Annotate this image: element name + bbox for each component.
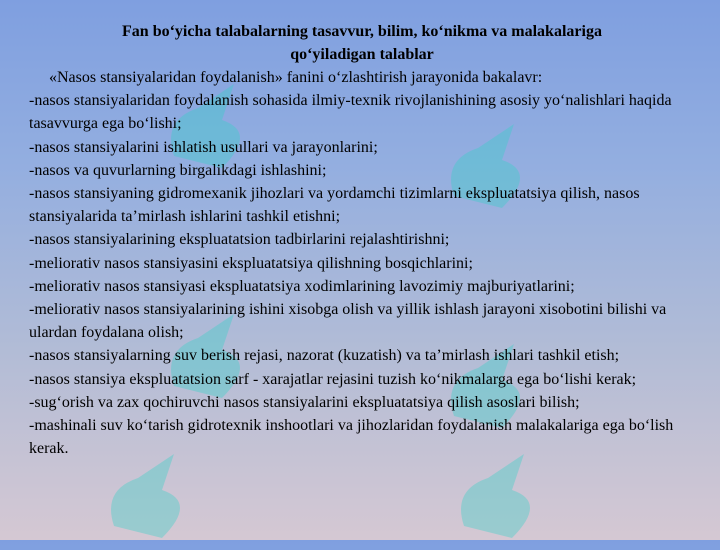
title-line-2: qo‘yiladigan talablar — [290, 46, 434, 63]
intro-text: «Nasos stansiyalaridan foydalanish» fanini o‘zlashtirish jarayonida bakalavr: — [49, 69, 543, 86]
list-item: -nasos stansiyalarning suv berish rejasi, nazorat (kuzatish) va ta’mirlash ishlari tashkil etish; — [29, 347, 620, 365]
page-title — [29, 20, 695, 66]
slide-content — [29, 20, 695, 460]
list-item: -nasos stansiyalarining ekspluatatsion tadbirlarini rejalashtirishni; — [29, 231, 450, 249]
list-item: -nasos stansiya ekspluatatsion sarf - xarajatlar rejasini tuzish ko‘nikmalarga ega bo‘lishi kerak; — [29, 370, 637, 388]
list-item: -meliorativ nasos stansiyasi ekspluatatsiya xodimlarining lavozimiy majburiyatlarini; — [29, 277, 575, 295]
requirements-list — [29, 89, 695, 460]
list-item: -meliorativ nasos stansiyalarining ishini xisobga olish va yillik ishlash jarayoni xisobotini bilishi va ulardan foydalana olish; — [29, 301, 667, 342]
list-item: -meliorativ nasos stansiyasini ekspluatatsiya qilishning bosqichlarini; — [29, 254, 473, 272]
list-item: -nasos va quvurlarning birgalikdagi ishlashini; — [29, 161, 327, 179]
list-item: -sug‘orish va zax qochiruvchi nasos stansiyalarini ekspluatatsiya qilish asoslari bilish; — [29, 393, 580, 411]
list-item: -nasos stansiyalaridan foydalanish sohasida ilmiy-texnik rivojlanishining asosiy yo‘nalishlari haqida tasavvurga ega bo‘lishi; — [29, 92, 672, 133]
list-item: -nasos stansiyalarini ishlatish usullari va jarayonlarini; — [29, 138, 378, 156]
list-item: -nasos stansiyaning gidromexanik jihozlari va yordamchi tizimlarni ekspluatatsiya qilish, nasos stansiyalarida ta’mirlash ishlarini tashkil etishni; — [29, 185, 640, 226]
title-line-1: Fan bo‘yicha talabalarning tasavvur, bilim, ko‘nikma va malakalariga — [122, 23, 602, 40]
list-item: -mashinali suv ko‘tarish gidrotexnik inshootlari va jihozlaridan foydalanish malakalariga ega bo‘lish kerak. — [29, 417, 674, 458]
